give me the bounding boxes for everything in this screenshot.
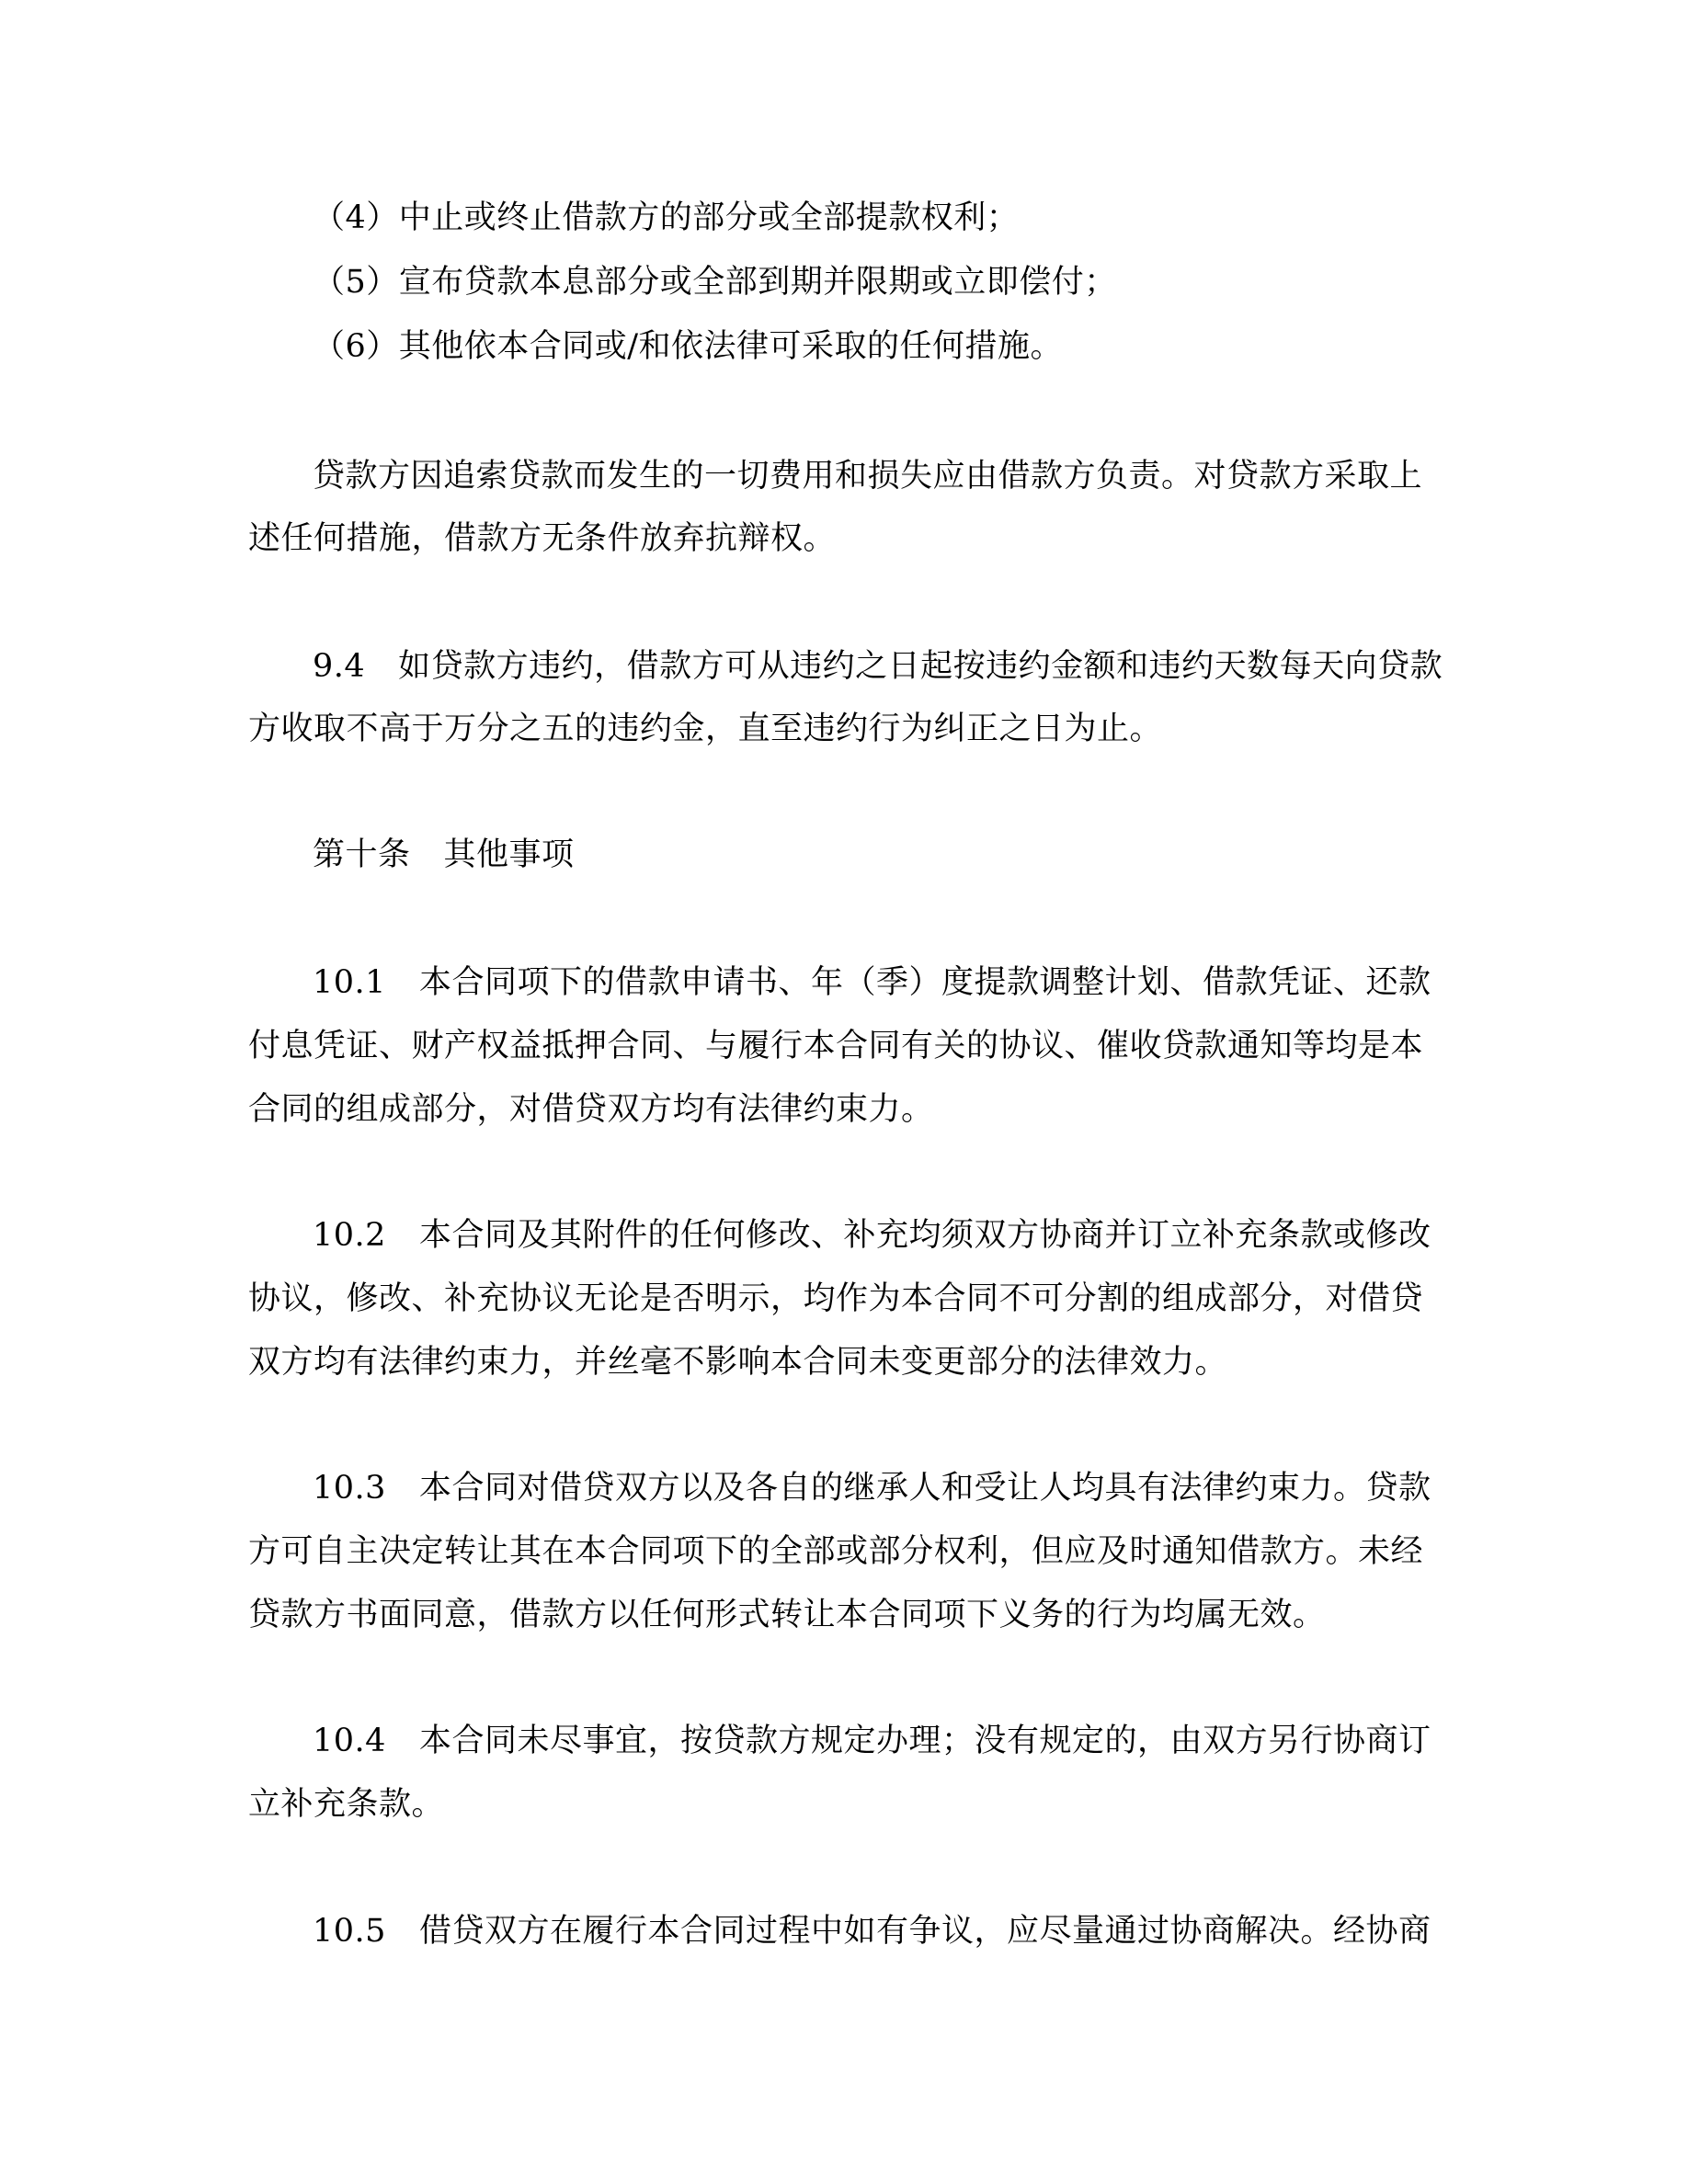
clause-10-4-line-2: 立补充条款。 (248, 1786, 445, 1823)
article-title: 其他事项 (443, 836, 575, 873)
clause-10-5-line-1 (313, 1913, 1499, 1950)
item-5: （5）宣布贷款本息部分或全部到期并限期或立即偿付； (313, 264, 1117, 301)
clause-10-1-line-1 (313, 964, 1499, 1001)
clause-10-3-line-2: 方可自主决定转让其在本合同项下的全部或部分权利，但应及时通知借款方。未经 (248, 1533, 1424, 1570)
clause-10-2-line-2: 协议，修改、补充协议无论是否明示，均作为本合同不可分割的组成部分，对借贷 (248, 1280, 1424, 1317)
clause-number: 10.2 (313, 1217, 386, 1254)
clause-text: 本合同项下的借款申请书、年（季）度提款调整计划、借款凭证、还款 (418, 964, 1431, 1001)
clause-text: 本合同对借贷双方以及各自的继承人和受让人均具有法律约束力。贷款 (418, 1470, 1431, 1507)
costs-paragraph-line-2: 述任何措施，借款方无条件放弃抗辩权。 (248, 520, 837, 557)
clause-9-4-line-1 (313, 648, 1499, 685)
clause-9-4-line-2: 方收取不高于万分之五的违约金，直至违约行为纠正之日为止。 (248, 711, 1163, 747)
clause-10-2-line-1 (313, 1217, 1499, 1254)
clause-number: 9.4 (313, 648, 366, 685)
item-4: （4）中止或终止借款方的部分或全部提款权利； (313, 199, 1020, 236)
clause-10-2-line-3: 双方均有法律约束力，并丝毫不影响本合同未变更部分的法律效力。 (248, 1344, 1228, 1381)
clause-text: 本合同及其附件的任何修改、补充均须双方协商并订立补充条款或修改 (418, 1217, 1431, 1254)
clause-text: 如贷款方违约，借款方可从违约之日起按违约金额和违约天数每天向贷款 (398, 648, 1443, 685)
clause-10-1-line-2: 付息凭证、财产权益抵押合同、与履行本合同有关的协议、催收贷款通知等均是本 (248, 1028, 1424, 1064)
clause-10-1-line-3: 合同的组成部分，对借贷双方均有法律约束力。 (248, 1091, 934, 1128)
costs-paragraph-line-1: 贷款方因追索贷款而发生的一切费用和损失应由借款方负责。对贷款方采取上 (313, 458, 1423, 495)
article-10-heading (313, 836, 1499, 873)
clause-number: 10.3 (313, 1470, 386, 1507)
clause-text: 借贷双方在履行本合同过程中如有争议，应尽量通过协商解决。经协商 (418, 1913, 1431, 1950)
clause-10-3-line-1 (313, 1470, 1499, 1507)
clause-10-4-line-1 (313, 1723, 1499, 1759)
clause-number: 10.5 (313, 1913, 386, 1950)
clause-text: 本合同未尽事宜，按贷款方规定办理；没有规定的，由双方另行协商订 (418, 1723, 1431, 1759)
clause-10-3-line-3: 贷款方书面同意，借款方以任何形式转让本合同项下义务的行为均属无效。 (248, 1597, 1326, 1633)
item-6: （6）其他依本合同或/和依法律可采取的任何措施。 (313, 328, 1064, 365)
clause-number: 10.1 (313, 964, 386, 1001)
clause-number: 10.4 (313, 1723, 386, 1759)
article-number: 第十条 (313, 836, 411, 873)
